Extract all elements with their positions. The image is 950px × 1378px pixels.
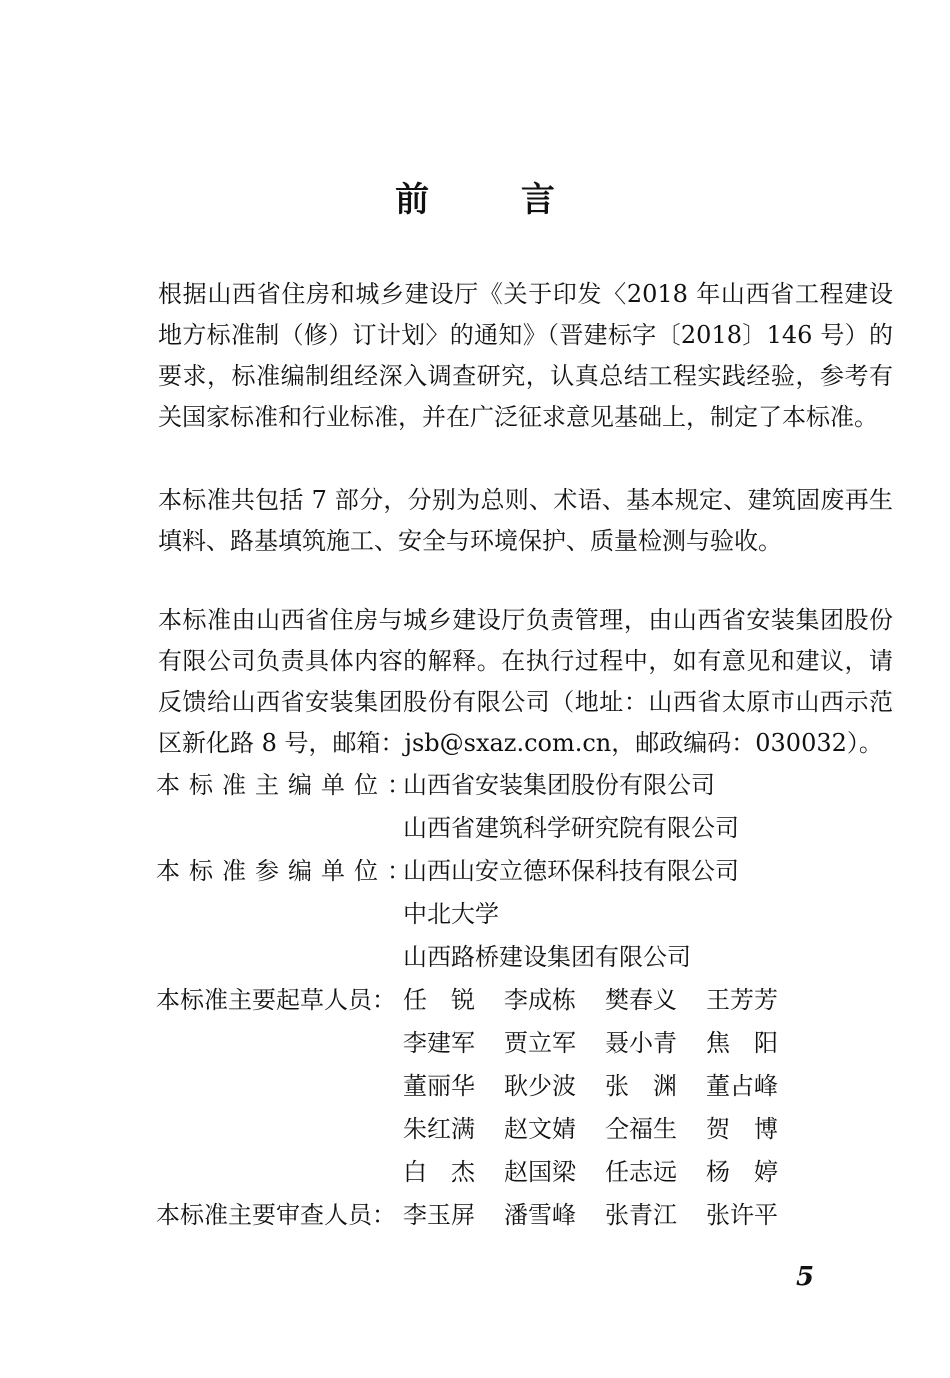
drafter-name: 李建军 — [403, 1029, 475, 1057]
drafter-name: 任 锐 — [403, 986, 475, 1014]
drafter-name: 樊春义 — [605, 986, 677, 1014]
drafter-name: 贾立军 — [504, 1029, 576, 1057]
paragraph-basis: 根据山西省住房和城乡建设厅《关于印发〈2018 年山西省工程建设地方标准制（修）订计划〉的通知》（晋建标字〔2018〕146 号）的要求，标准编制组经深入调查研究，认真总结工程实践经验，参考有关国家标准和行业标准，并在广泛征求意见基础上，制定了本标准。 — [158, 280, 893, 431]
page-number: 5 — [796, 1262, 815, 1292]
drafter-name: 李成栋 — [504, 986, 576, 1014]
page-title: 前 言 — [395, 180, 595, 220]
chief-units-label: 本标准主编单位： — [156, 771, 420, 799]
drafter-name: 董丽华 — [403, 1072, 475, 1100]
reviewer-name: 潘雪峰 — [504, 1201, 576, 1229]
reviewers-label: 本标准主要审查人员： — [156, 1201, 396, 1229]
drafter-name: 朱红满 — [403, 1115, 475, 1143]
drafter-name: 仝福生 — [605, 1115, 677, 1143]
drafter-name: 赵文婧 — [504, 1115, 576, 1143]
drafter-name: 任志远 — [605, 1158, 677, 1186]
reviewer-name: 张青江 — [605, 1201, 677, 1229]
drafter-name: 焦 阳 — [706, 1029, 778, 1057]
reviewer-name: 李玉屏 — [403, 1201, 475, 1229]
participating-unit-2: 中北大学 — [403, 900, 499, 928]
reviewer-name: 张许平 — [706, 1201, 778, 1229]
participating-unit-3: 山西路桥建设集团有限公司 — [403, 943, 691, 971]
drafter-name: 贺 博 — [706, 1115, 778, 1143]
chief-unit-2: 山西省建筑科学研究院有限公司 — [403, 814, 739, 842]
chief-unit-1: 山西省安装集团股份有限公司 — [403, 771, 715, 799]
drafter-name: 董占峰 — [706, 1072, 778, 1100]
drafter-name: 聂小青 — [605, 1029, 677, 1057]
drafter-name: 杨 婷 — [706, 1158, 778, 1186]
paragraph-management: 本标准由山西省住房与城乡建设厅负责管理，由山西省安装集团股份有限公司负责具体内容的解释。在执行过程中，如有意见和建议，请反馈给山西省安装集团股份有限公司（地址：山西省太原市山西示范区新化路 8 号，邮箱：jsb@sxaz.com.cn，邮政编码：030032）。 — [158, 606, 893, 757]
drafter-name: 耿少波 — [504, 1072, 576, 1100]
drafter-name: 赵国梁 — [504, 1158, 576, 1186]
participating-unit-1: 山西山安立德环保科技有限公司 — [403, 857, 739, 885]
paragraph-contents: 本标准共包括 7 部分，分别为总则、术语、基本规定、建筑固废再生填料、路基填筑施工、安全与环境保护、质量检测与验收。 — [158, 486, 893, 555]
drafter-name: 白 杰 — [403, 1158, 475, 1186]
drafter-name: 王芳芳 — [706, 986, 778, 1014]
participating-units-label: 本标准参编单位： — [156, 857, 420, 885]
drafter-name: 张 渊 — [605, 1072, 677, 1100]
drafters-label: 本标准主要起草人员： — [156, 986, 396, 1014]
